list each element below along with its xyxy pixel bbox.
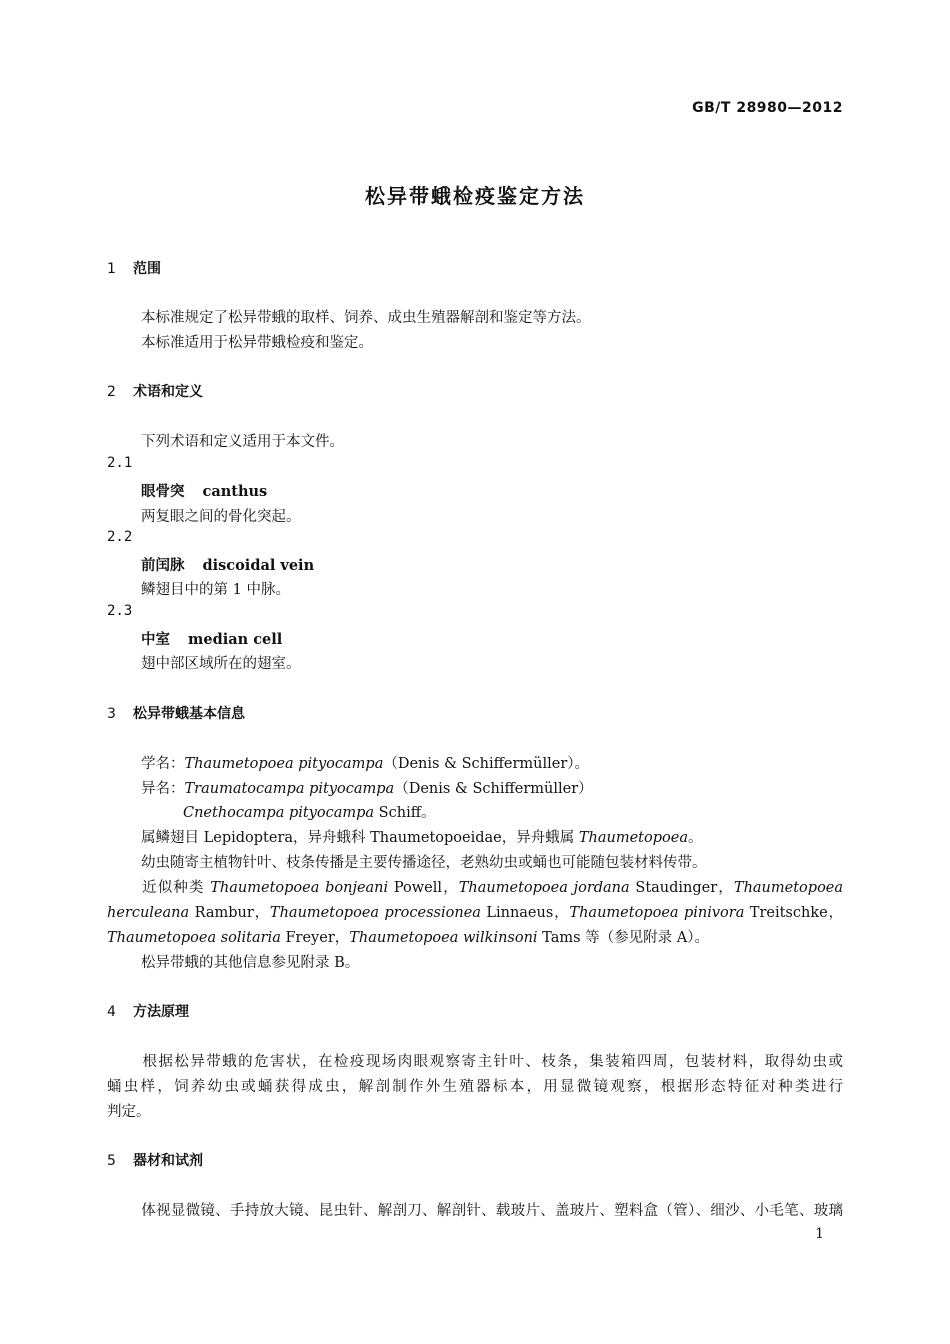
- page-number: 1: [815, 1226, 824, 1242]
- paragraph-line: 判定。: [107, 1104, 151, 1120]
- section-title: 方法原理: [133, 1004, 189, 1020]
- section-number: 3: [107, 706, 116, 722]
- synonym-line: [141, 777, 593, 798]
- author: （Denis & Schiffermüller）。: [383, 756, 590, 772]
- species-name: Thaumetopoea bonjeani: [210, 880, 389, 896]
- section-5-heading: [107, 1150, 203, 1170]
- section-4-heading: [107, 1001, 189, 1021]
- label: 学名：: [141, 756, 185, 772]
- author: Rambur，: [189, 905, 270, 921]
- paragraph: 本标准适用于松异带蛾检疫和鉴定。: [141, 335, 373, 351]
- synonym-line: [183, 801, 436, 822]
- section-2-heading: [107, 381, 203, 401]
- term-english: discoidal vein: [202, 557, 315, 574]
- term-entry: [141, 480, 267, 501]
- paragraph: 松异带蛾的其他信息参见附录 B。: [141, 955, 360, 971]
- species-name: Thaumetopoea jordana: [458, 880, 630, 896]
- subsection-number: 2.2: [107, 529, 133, 545]
- label: 近似种类: [141, 880, 211, 896]
- section-number: 4: [107, 1004, 116, 1020]
- paragraph-line: [107, 1050, 843, 1071]
- section-number: 5: [107, 1153, 116, 1169]
- section-title: 术语和定义: [133, 384, 203, 400]
- term-chinese: 眼骨突: [141, 484, 185, 500]
- species-name: Traumatocampa pityocampa: [184, 781, 395, 797]
- punctuation: 。: [687, 830, 703, 846]
- term-entry: [141, 554, 314, 575]
- classification-line: [141, 826, 702, 847]
- section-title: 范围: [133, 261, 161, 277]
- standard-code: GB/T 28980—2012: [692, 100, 843, 116]
- author: Linnaeus，: [480, 905, 570, 921]
- author: Freyer，: [280, 930, 350, 946]
- term-chinese: 中室: [141, 632, 170, 648]
- section-title: 器材和试剂: [133, 1153, 203, 1169]
- author: Powell，: [388, 880, 459, 896]
- paragraph: 幼虫随寄主植物针叶、枝条传播是主要传播途径，老熟幼虫或蛹也可能随包装材料传带。: [141, 855, 707, 871]
- term-definition: 翅中部区域所在的翅室。: [141, 656, 301, 672]
- section-1-heading: [107, 258, 161, 278]
- section-number: 1: [107, 261, 116, 277]
- term-entry: [141, 628, 282, 649]
- section-title: 松异带蛾基本信息: [133, 706, 245, 722]
- species-name: Thaumetopoea solitaria: [107, 930, 281, 946]
- species-name: herculeana: [107, 905, 190, 921]
- text: 根据松异带蛾的危害状，在检疫现场肉眼观察寄主针叶、枝条，集装箱四周，包装材料，取得幼虫或: [141, 1054, 843, 1070]
- scientific-name-line: [141, 752, 589, 773]
- species-name: Thaumetopoea: [733, 880, 844, 896]
- paragraph: 本标准规定了松异带蛾的取样、饲养、成虫生殖器解剖和鉴定等方法。: [141, 310, 591, 326]
- paragraph: 下列术语和定义适用于本文件。: [141, 434, 344, 450]
- author: Treitschke，: [744, 905, 844, 921]
- species-name: Thaumetopoea pityocampa: [184, 756, 384, 772]
- author: Schiff。: [374, 805, 436, 821]
- species-name: Thaumetopoea pinivora: [569, 905, 745, 921]
- author: Tams 等（参见附录 A）。: [537, 930, 710, 946]
- genus-name: Thaumetopoea: [578, 830, 688, 846]
- label: 异名：: [141, 781, 185, 797]
- subsection-number: 2.1: [107, 455, 133, 471]
- author: Staudinger，: [629, 880, 734, 896]
- term-english: median cell: [188, 631, 283, 648]
- similar-species-line: [107, 926, 709, 947]
- term-definition: 两复眼之间的骨化突起。: [141, 509, 301, 525]
- classification-text: 属鳞翅目 Lepidoptera，异舟蛾科 Thaumetopoeidae，异舟蛾属: [141, 830, 579, 846]
- section-number: 2: [107, 384, 116, 400]
- subsection-number: 2.3: [107, 603, 133, 619]
- text: 体视显微镜、手持放大镜、昆虫针、解剖刀、解剖针、载玻片、盖玻片、塑料盒（管）、细沙、小毛笔、玻璃: [141, 1203, 843, 1219]
- species-name: Cnethocampa pityocampa: [183, 805, 375, 821]
- document-title: 松异带蛾检疫鉴定方法: [365, 184, 585, 208]
- similar-species-line: [107, 901, 843, 922]
- term-english: canthus: [202, 483, 268, 500]
- term-chinese: 前闰脉: [141, 558, 185, 574]
- section-3-heading: [107, 703, 245, 723]
- term-definition: 鳞翅目中的第 1 中脉。: [141, 582, 290, 598]
- species-name: Thaumetopoea processionea: [269, 905, 481, 921]
- author: （Denis & Schiffermüller）: [394, 781, 593, 797]
- paragraph-line: [107, 1199, 843, 1220]
- species-name: Thaumetopoea wilkinsoni: [349, 930, 538, 946]
- paragraph-line: 蛹虫样，饲养幼虫或蛹获得成虫，解剖制作外生殖器标本，用显微镜观察，根据形态特征对种类进行: [107, 1079, 843, 1095]
- similar-species-line: [107, 876, 843, 897]
